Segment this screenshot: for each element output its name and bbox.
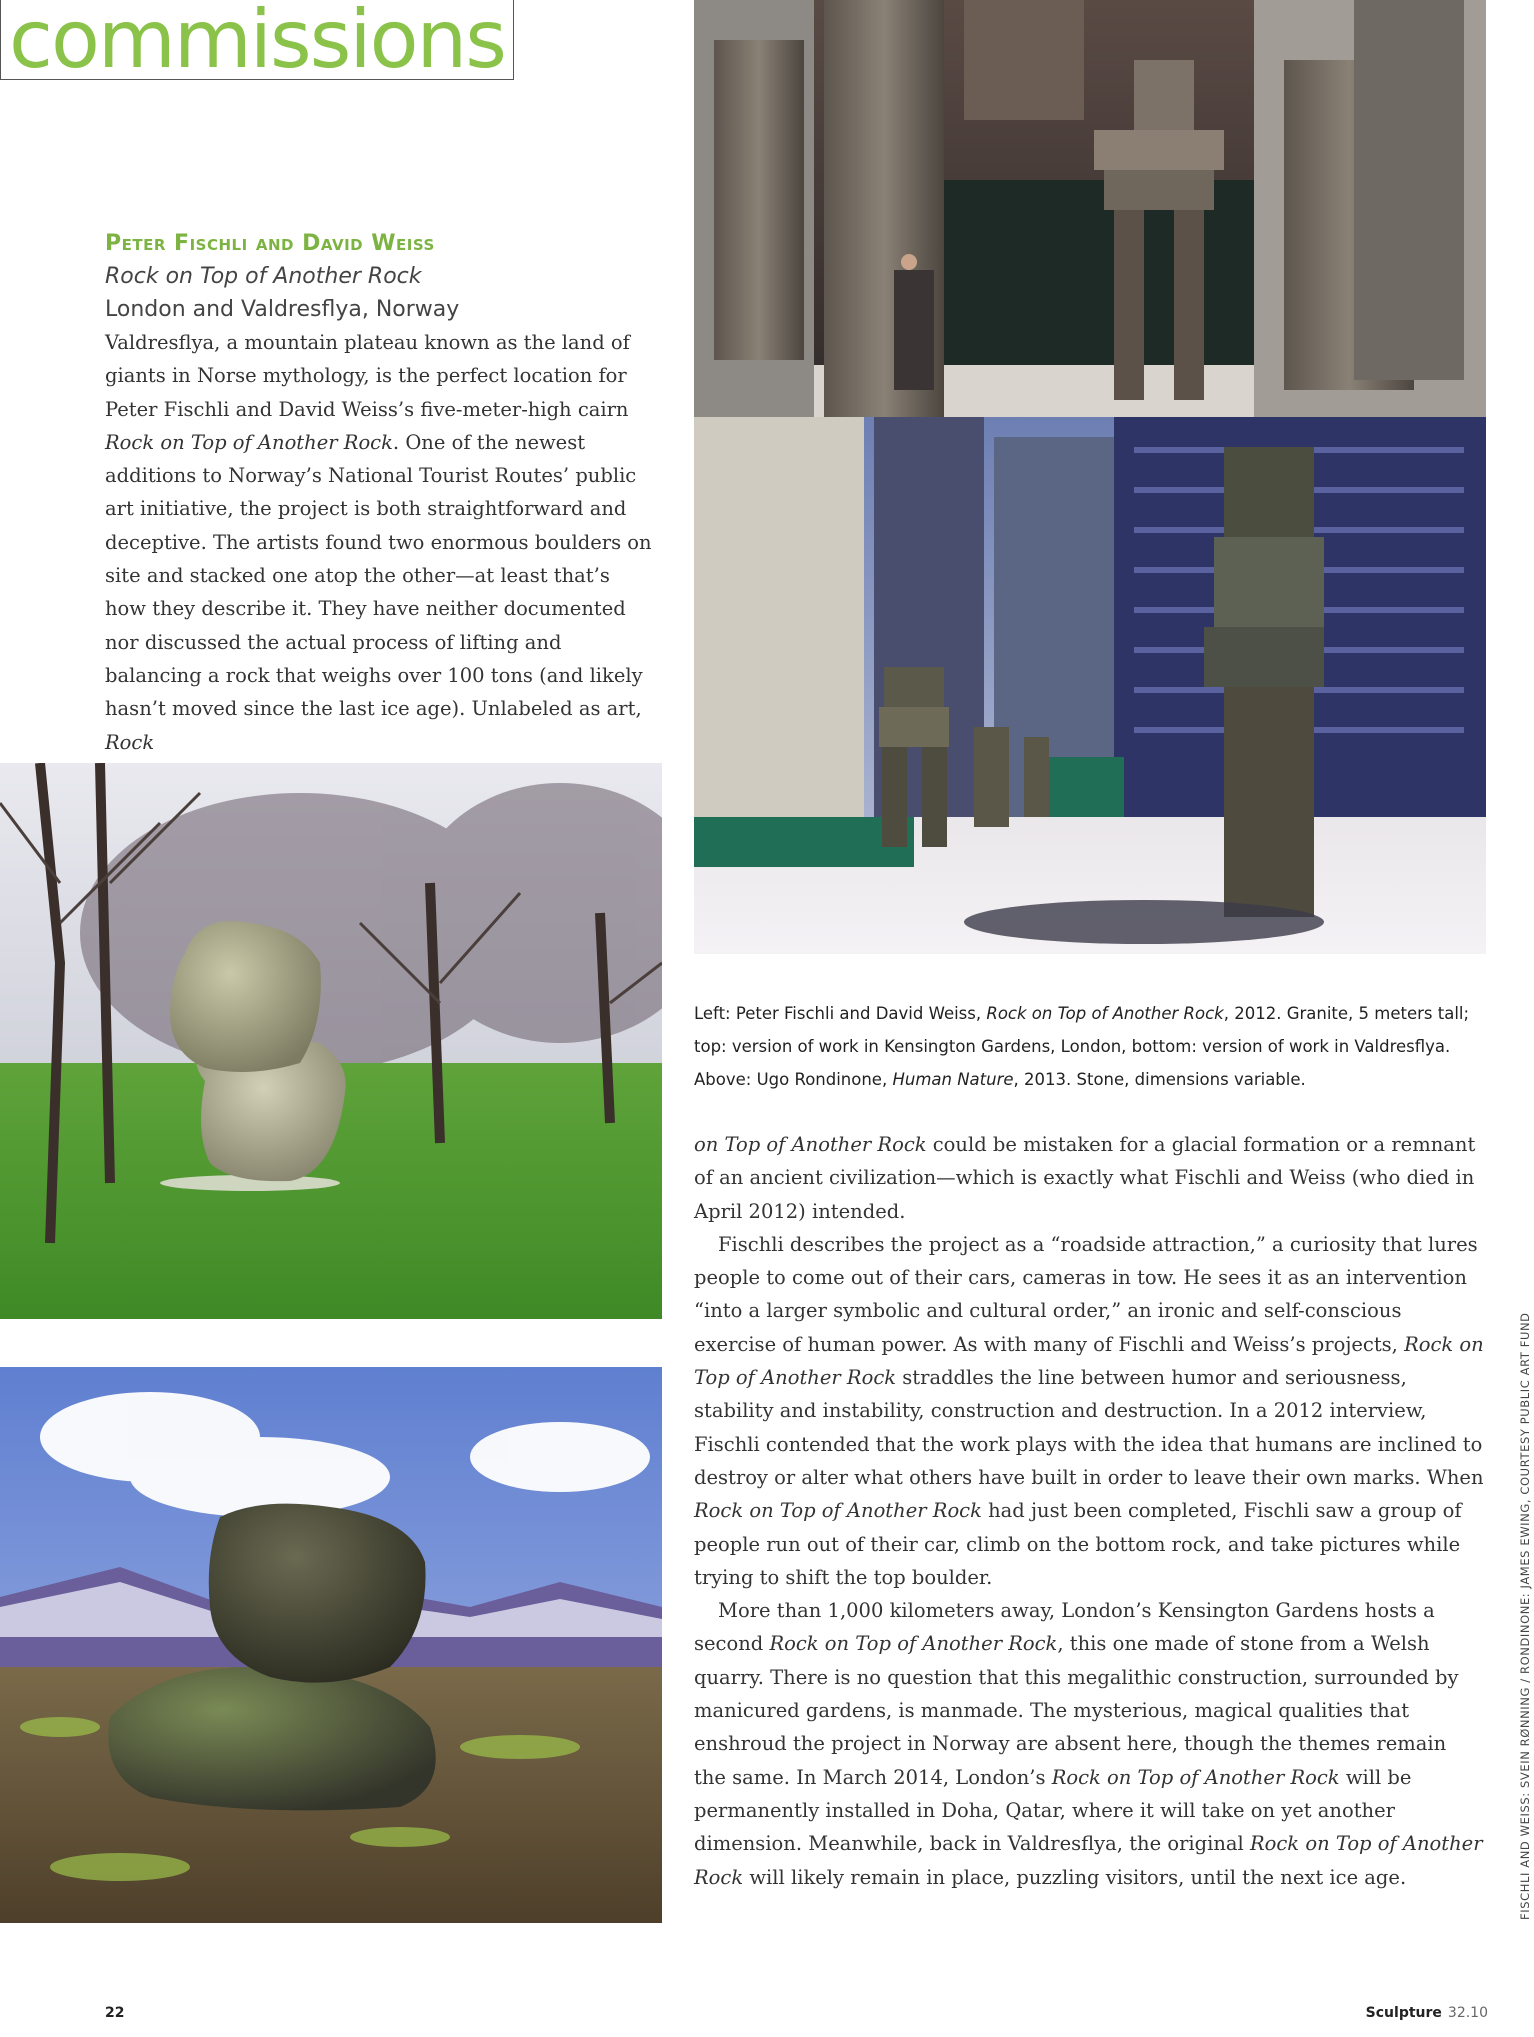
text-run: could be mistaken for a glacial formation or a remnant of an ancient civilization—which is exactly what Fischli and Weiss (who died in April 2012) intended. <box>694 1133 1476 1223</box>
work-title-ref: Rock on Top of Another Rock <box>105 430 393 454</box>
caption-line <box>694 1063 1494 1096</box>
photo-image <box>694 417 1486 954</box>
issue-number: 32.10 <box>1447 2005 1488 2021</box>
caption-line <box>694 997 1494 1030</box>
photo-valdresflya <box>0 1367 662 1923</box>
article-paragraph <box>694 1128 1484 1228</box>
text-run: Left: Peter Fischli and David Weiss, <box>694 1004 987 1023</box>
article-paragraph <box>694 1228 1484 1594</box>
work-title-ref: Rock on Top of Another Rock <box>769 1632 1058 1656</box>
article-column <box>694 1128 1484 1894</box>
text-run: , this one made of stone from a Welsh quarry. There is no question that this megalithic construction, surrounded by manicured gardens, is manmade. The mysterious, magical qualities that enshroud the project in Norway are absent here, though the themes remain the same. In March 2014, London’s <box>694 1632 1459 1789</box>
article-paragraph <box>694 1594 1484 1894</box>
text-run: More than 1,000 kilometers away, London’s Kensington Gardens hosts a second <box>694 1599 1435 1656</box>
page-number: 22 <box>105 2005 125 2021</box>
work-title-ref: Rock on Top of Another Rock <box>986 1004 1224 1023</box>
work-title-ref: Human Nature <box>892 1070 1014 1089</box>
work-location: London and Valdresflya, Norway <box>105 297 460 322</box>
work-title-ref: Rock on Top of Another Rock <box>694 1499 982 1523</box>
intro-column <box>105 228 655 759</box>
work-title: Rock on Top of Another Rock <box>105 264 422 289</box>
text-run: Fischli describes the project as a “roadside attraction,” a curiosity that lures people to come out of their cars, cameras in tow. He sees it as an intervention “into a larger symbolic and cultural order,” an ironic and self-conscious exercise of human power. As with many of Fischli and Weiss’s projects, <box>694 1232 1478 1356</box>
photo-image <box>0 763 662 1319</box>
work-title-ref: Rock on Top of Another Rock <box>694 1832 1483 1889</box>
work-title-ref: on Top of Another Rock <box>694 1133 927 1156</box>
photo-caption <box>694 997 1494 1096</box>
caption-line: top: version of work in Kensington Gardens, London, bottom: version of work in Valdresflya. <box>694 1037 1451 1056</box>
text-run: straddles the line between humor and seriousness, stability and instability, construction and destruction. In a 2012 interview, Fischli contended that the work plays with the idea that humans are inclined to destroy or alter what others have built in order to leave their own marks. When <box>694 1366 1484 1489</box>
text-run: Valdresflya, a mountain plateau known as the land of giants in Norse mythology, is the perfect location for Peter Fischli and David Weiss’s five-meter-high cairn <box>105 331 630 421</box>
text-run: . One of the newest additions to Norway’s National Tourist Routes’ public art initiative, the project is both straightforward and deceptive. The artists found two enormous boulders on site and stacked one atop the other—at least that’s how they describe it. They have neither documented nor discussed the actual process of lifting and balancing a rock that weighs over 100 tons (and likely hasn’t moved since the last ice age). Unlabeled as art, <box>105 430 652 721</box>
text-run: Above: Ugo Rondinone, <box>694 1070 893 1089</box>
text-run: will be permanently installed in Doha, Qatar, where it will take on yet another dimension. Meanwhile, back in Valdresflya, the original <box>694 1765 1412 1856</box>
photo-image <box>0 1367 662 1923</box>
work-title-ref: Rock on Top of Another Rock <box>1051 1765 1340 1789</box>
intro-paragraph <box>105 326 655 759</box>
magazine-name: Sculpture <box>1365 2005 1442 2021</box>
text-run: had just been completed, Fischli saw a group of people run out of their car, climb on the bottom rock, and take pictures while trying to shift the top boulder. <box>694 1499 1462 1589</box>
photo-kensington-gardens <box>0 763 662 1319</box>
artist-name: Peter Fischli and David Weiss <box>105 231 435 256</box>
photo-credit: FISCHLI AND WEISS: SVEIN RØNNING / RONDINONE: JAMES EWING, COURTESY PUBLIC ART FUND <box>1518 1312 1532 1920</box>
section-heading: commissions <box>0 0 514 80</box>
work-title-ref: Rock <box>105 730 155 754</box>
text-run: , 2012. Granite, 5 meters tall; <box>1223 1004 1470 1023</box>
text-run: will likely remain in place, puzzling visitors, until the next ice age. <box>743 1865 1407 1889</box>
text-run: , 2013. Stone, dimensions variable. <box>1013 1070 1306 1089</box>
photo-human-nature-bottom <box>694 417 1486 954</box>
photo-image <box>694 0 1486 417</box>
photo-human-nature-top <box>694 0 1486 417</box>
work-title-ref: Rock on Top of Another Rock <box>694 1332 1484 1390</box>
running-footer <box>1366 2005 1488 2021</box>
